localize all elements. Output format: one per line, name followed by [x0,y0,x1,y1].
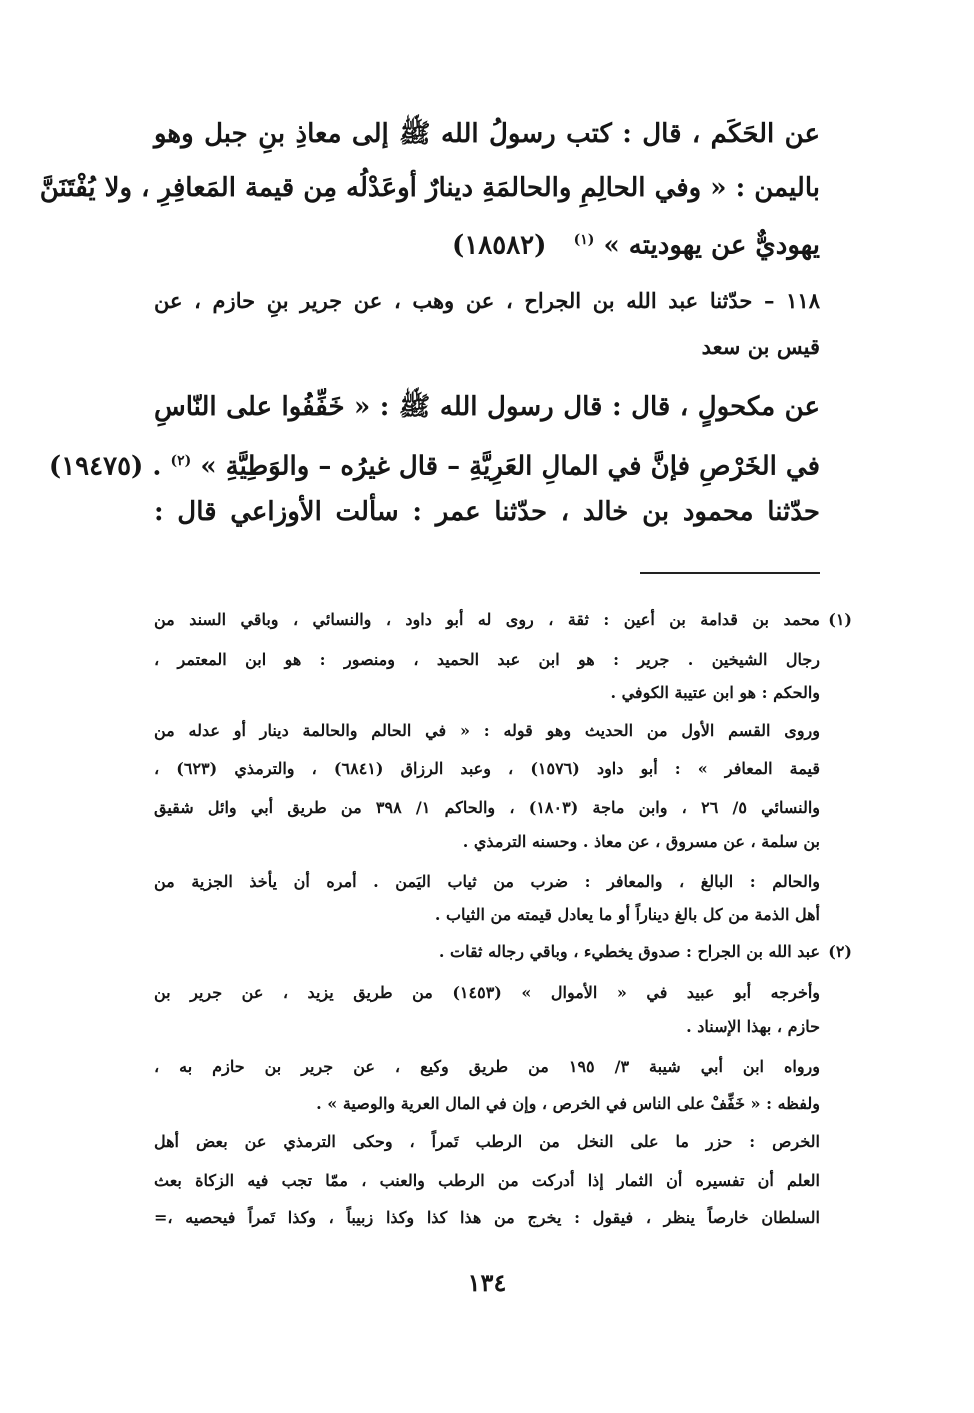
main-line-7 [48,436,820,486]
footnote-1-line-9: أهل الذمة من كل بالغ ديناراً أو ما يعادل قيمته من الثياب . [434,905,820,924]
footnote-1-line-6: والنسائي ٥/ ٢٦ ، وابن ماجة (١٨٠٣) ، والحاكم ١/ ٣٩٨ من طريق أبي وائل شقيق [154,798,820,817]
main-line-3-text: يهوديٌّ عن يهوديته » [603,230,820,261]
page-number: ١٣٤ [467,1268,507,1297]
footnote-2-line-3: حازم ، بهذا الإسناد . [686,1017,820,1036]
footnote-1-line-5: قيمة المعافر » : أبو داود (١٥٧٦) ، وعبد الرزاق (٦٨٤١) ، والترمذي (٦٢٣) ، [154,759,820,778]
footnote-ref-1: (١) [573,232,595,248]
footnote-1-line-8: والحالم : البالغ ، والمعافر : ضرب من ثياب اليَمن . أمره أن يأخذ الجزية من [154,872,820,891]
main-line-7-text: في الخَرْصِ فإنَّ في المالِ العَرِيَّةِ – قال غيرُه – والوَطِيَّةِ » [200,451,820,482]
footnote-1-line-4: وروى القسم الأول من الحديث وهو قوله : « في الحالم والحالمة دينار أو عدله من [154,721,820,740]
hadith-number-1: (١٨٥٨٢) [452,230,547,261]
footnote-1-label: (١) [828,610,852,629]
footnote-1-line-2: رجال الشيخين . جرير : هو ابن عبد الحميد ، ومنصور : هو ابن المعتمر ، [154,650,820,669]
footnote-2-line-4: ورواه ابن أبي شيبة ٣/ ١٩٥ من طريق وكيع ، عن جرير بن حازم به ، [154,1057,820,1076]
footnote-1-line-1: محمد بن قدامة بن أعين : ثقة ، روى له أبو داود ، والنسائي ، وباقي السند من [154,610,820,629]
footnote-2-line-2: وأخرجه أبو عبيد في « الأموال » (١٤٥٣) من طريق يزيد ، عن جرير بن [154,983,820,1002]
footnote-2-line-8: السلطان خارصاً ينظر ، فيقول : يخرج من هذا كذا وكذا زبيباً ، وكذا تَمراً فيحصيه ،= [154,1208,820,1227]
footnote-divider [640,572,820,574]
main-line-4: ١١٨ – حدّثنا عبد الله بن الجراح ، عن وهب ، عن جرير بنِ حازم ، عن [154,288,820,313]
hadith-number-2: . (١٩٤٧٥) [48,451,162,482]
footnote-ref-2: (٢) [170,453,192,469]
main-line-3 [154,216,820,264]
main-line-6: عن مكحولٍ ، قال : قال رسول الله ﷺ : « خَفِّفُوا على النّاسِ [154,392,820,422]
main-line-5: قيس بن سعد [701,334,820,359]
footnote-2-line-5: ولفظه : « خَفِّفْ على الناس في الخرص ، وإن في المال العرية والوصية » . [316,1094,820,1113]
footnote-2-label: (٢) [828,942,852,961]
footnote-2-line-1: عبد الله بن الجراح : صدوق يخطيء ، وباقي رجاله ثقات . [438,942,820,961]
main-line-8: حدّثنا محمود بن خالد ، حدّثنا عمر : سألت الأوزاعي قال : [154,497,820,527]
main-line-1: عن الحَكَم ، قال : كتب رسولُ الله ﷺ إلى معاذِ بنِ جبل وهو [154,119,820,149]
footnote-1-line-7: بن سلمة ، عن مسروق ، عن معاذ . وحسنه الترمذي . [462,832,820,851]
footnote-2-line-7: العلم أن تفسيره أن الثمار إذا أدركت من الرطب والعنب ، ممّا تجب فيه الزكاة بعث [154,1171,820,1190]
main-line-2: باليمن : « وفي الحالِمِ والحالمَةِ دينارٌ أوعَدْلُه مِن قيمة المَعافِرِ ، ولا يُفْتَنَنَّ [39,173,820,203]
footnote-1-line-3: والحكم : هو ابن عتيبة الكوفي . [610,683,820,702]
footnote-2-line-6: الخرص : حزر ما على النخل من الرطب تَمراً ، وحكى الترمذي عن بعض أهل [154,1132,820,1151]
